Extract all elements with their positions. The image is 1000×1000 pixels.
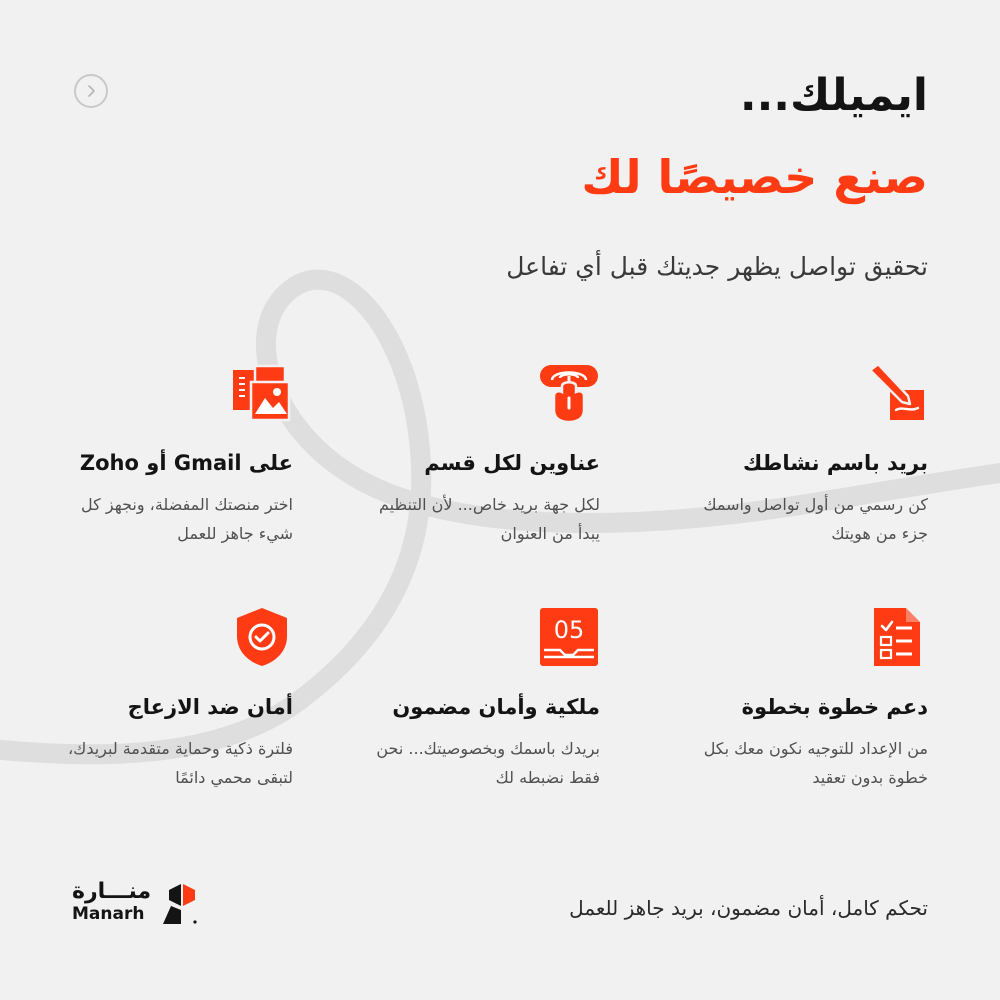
chevron-right-icon <box>84 84 98 98</box>
feature-support <box>658 606 928 793</box>
next-button[interactable] <box>74 74 108 108</box>
feature-description: بريدك باسمك وبخصوصيتك... نحن فقط نضبطه لك <box>376 739 600 788</box>
logo-arabic-text: منـــارة <box>72 879 152 904</box>
feature-description: كن رسمي من أول تواصل واسمك جزء من هويتك <box>703 495 928 544</box>
logo-english-text: Manarh <box>72 904 145 925</box>
gallery-images-icon <box>231 362 293 424</box>
feature-description: اختر منصتك المفضلة، ونجهز كل شيء جاهز للعمل <box>81 495 293 544</box>
calendar-date-icon <box>538 606 600 668</box>
feature-title: دعم خطوة بخطوة <box>741 695 928 719</box>
footer-tagline: تحكم كامل، أمان مضمون، بريد جاهز للعمل <box>569 896 928 920</box>
feature-title: بريد باسم نشاطك <box>743 451 928 475</box>
feature-description: لكل جهة بريد خاص... لأن التنظيم يبدأ من العنوان <box>378 495 600 544</box>
shield-check-icon <box>231 606 293 668</box>
manarh-logo-icon <box>159 880 199 924</box>
touch-click-icon <box>538 362 600 424</box>
feature-title: ملكية وأمان مضمون <box>392 695 600 719</box>
page-subtitle: صنع خصيصًا لك <box>581 150 928 204</box>
page-tagline: تحقيق تواصل يظهر جديتك قبل أي تفاعل <box>506 252 928 281</box>
pencil-signature-icon <box>866 362 928 424</box>
feature-business-email <box>658 362 928 549</box>
feature-spam-protection <box>23 606 293 793</box>
feature-description: من الإعداد للتوجيه نكون معك بكل خطوة بدون تعقيد <box>703 739 928 788</box>
feature-platform <box>23 362 293 549</box>
calendar-date-text: 05 <box>553 616 585 644</box>
checklist-document-icon <box>866 606 928 668</box>
feature-title: أمان ضد الازعاج <box>127 695 293 719</box>
feature-title: عناوين لكل قسم <box>424 451 600 475</box>
feature-department-addresses <box>330 362 600 549</box>
brand-logo <box>72 880 199 925</box>
feature-ownership <box>330 606 600 793</box>
feature-description: فلترة ذكية وحماية متقدمة لبريدك، لتبقى محمي دائمًا <box>67 739 293 788</box>
page-title: ايميلك... <box>739 70 928 121</box>
feature-title: على Gmail أو Zoho <box>79 451 293 475</box>
